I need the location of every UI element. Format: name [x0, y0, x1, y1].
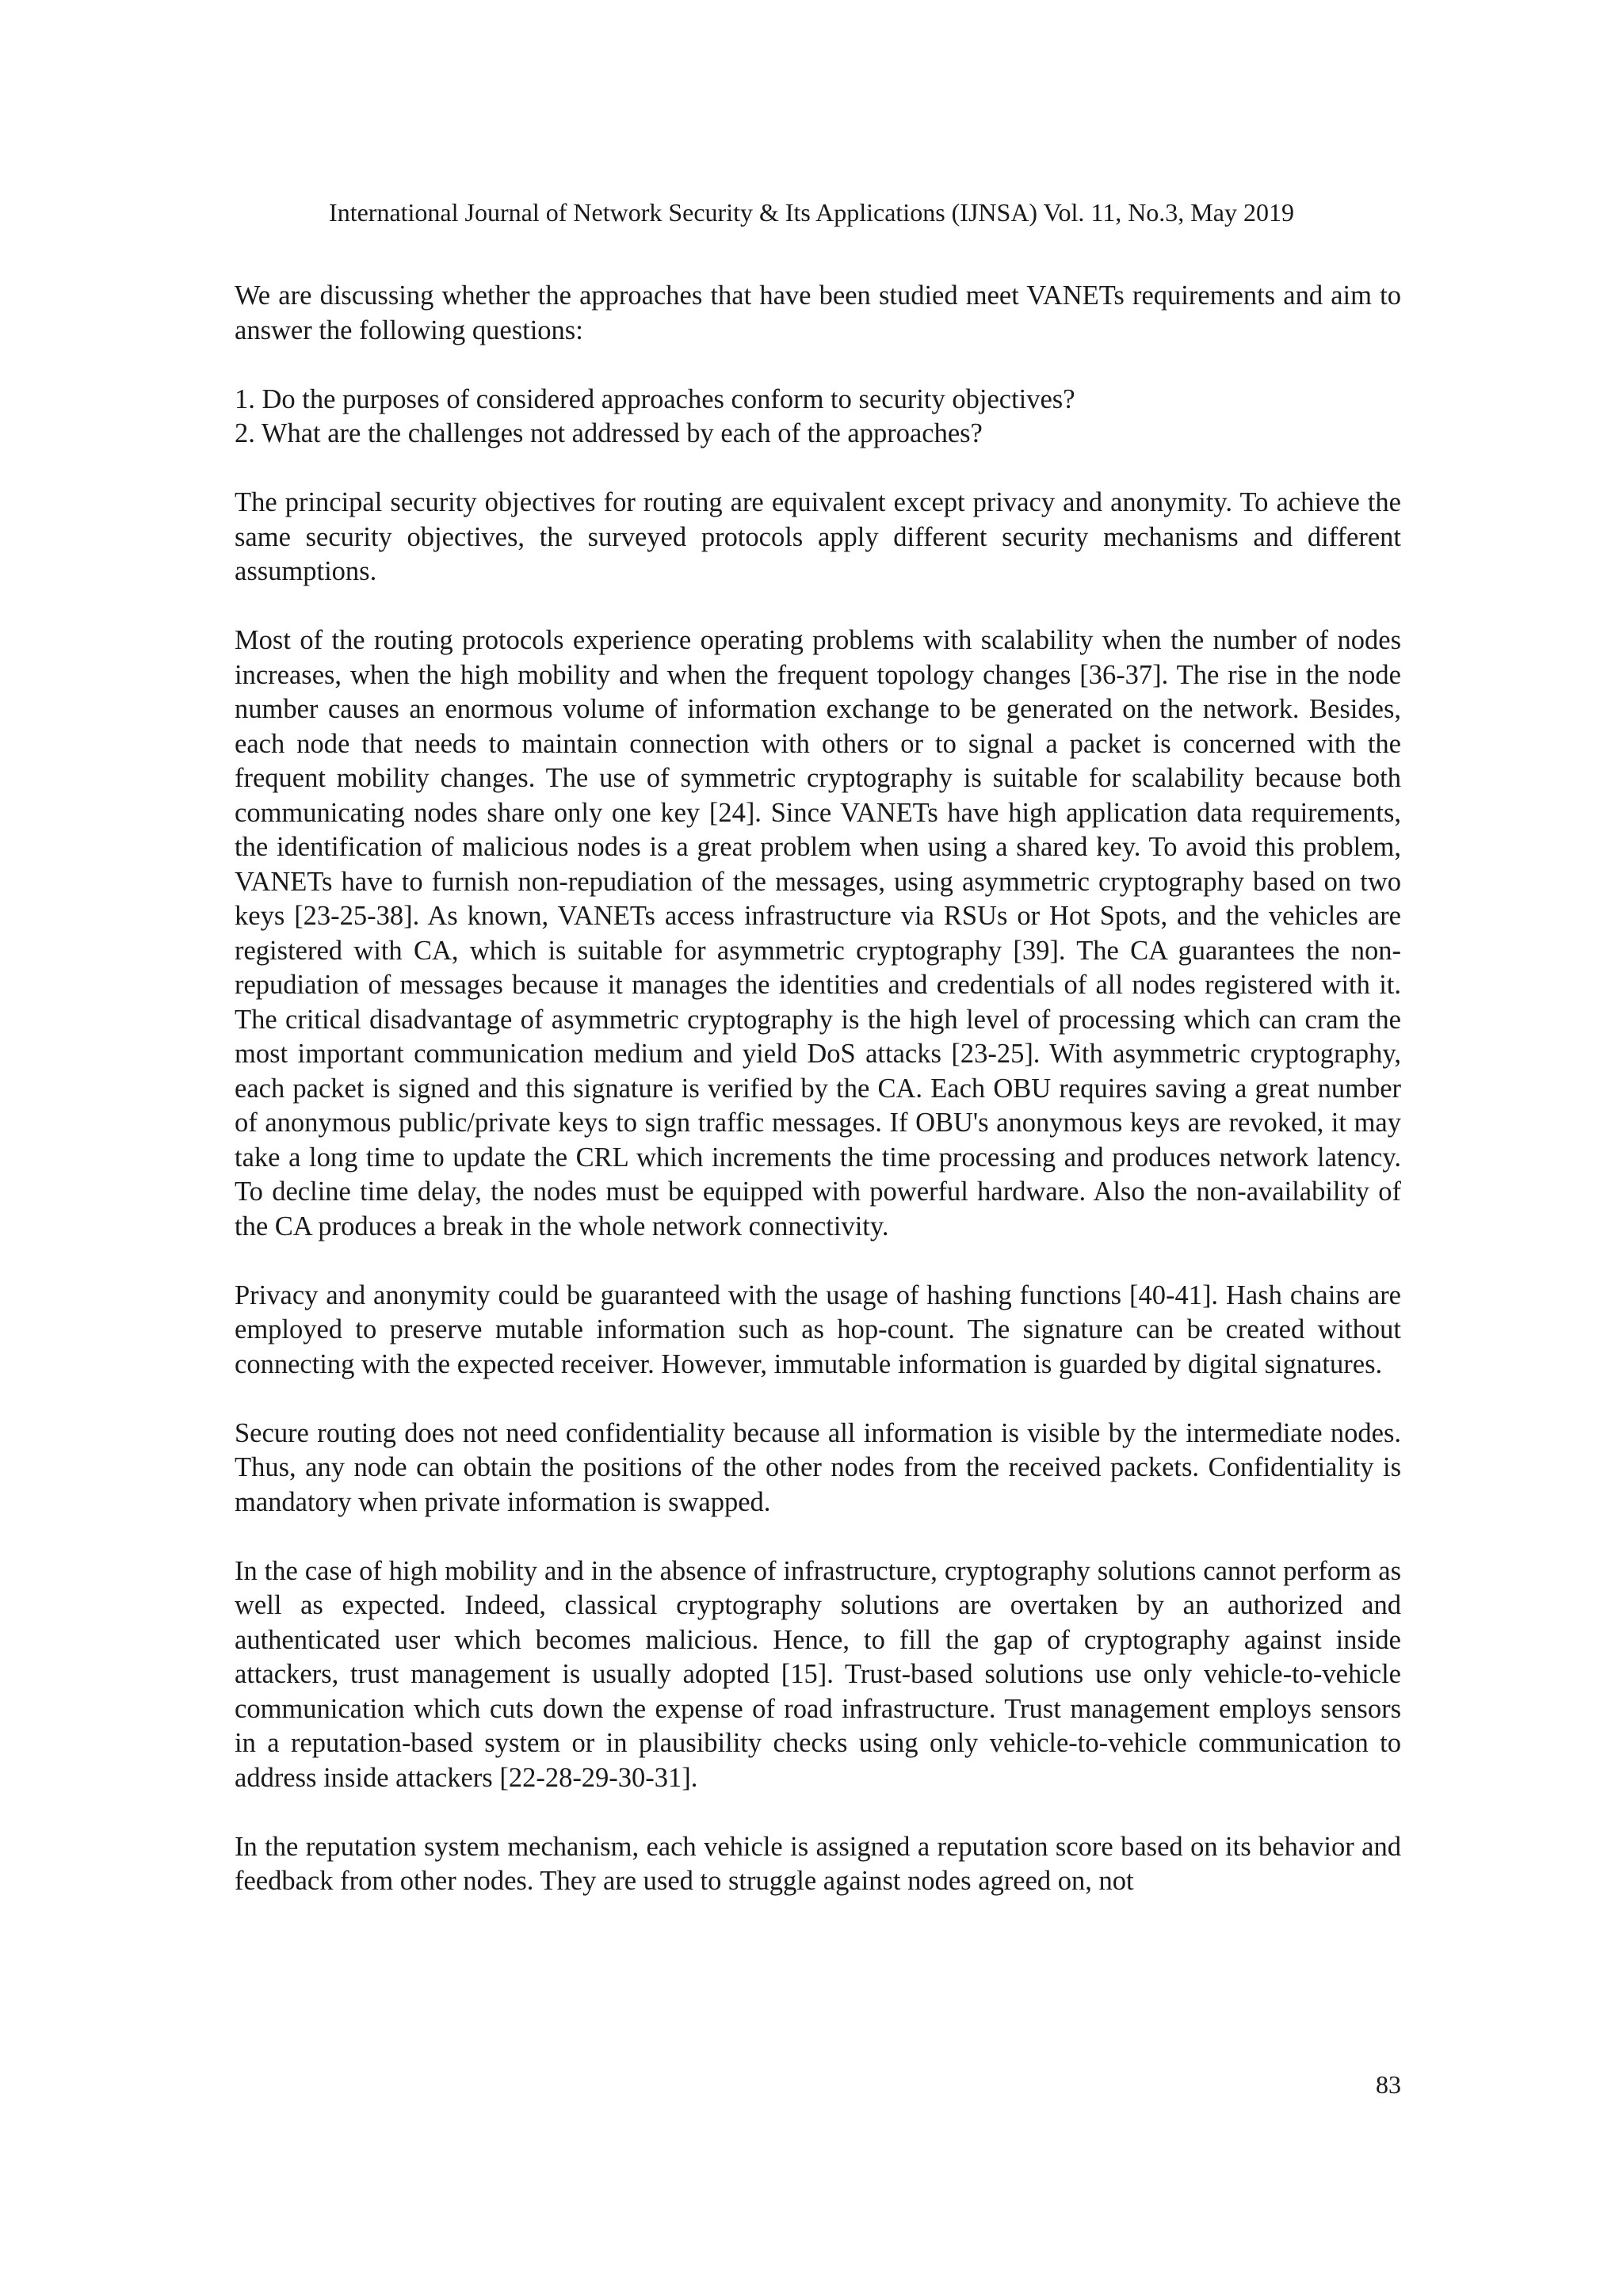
paragraph-privacy-anonymity: Privacy and anonymity could be guaranteed with the usage of hashing functions [40-41]. Hash chains are employed to preserve mutable information such as hop-count. The signature can be created without connecting with the expected receiver. However, immutable information is guarded by digital signatures. — [235, 1280, 1401, 1379]
page-number: 83 — [1376, 2070, 1401, 2099]
question-list — [235, 383, 1401, 452]
article-body — [235, 279, 1401, 1933]
paragraph-confidentiality: Secure routing does not need confidentiality because all information is visible by the intermediate nodes. Thus, any node can obtain the positions of the other nodes from the received packets. Confidentiality is mandatory when private information is swapped. — [235, 1417, 1401, 1517]
paragraph-reputation-system: In the reputation system mechanism, each vehicle is assigned a reputation score based on its behavior and feedback from other nodes. They are used to struggle against nodes agreed on, not — [235, 1831, 1401, 1896]
paragraph-scalability: Most of the routing protocols experience operating problems with scalability when the number of nodes increases, when the high mobility and when the frequent topology changes [36-37]. The rise in the node number causes an enormous volume of information exchange to be generated on the network. Besides, each node that needs to maintain connection with others or to signal a packet is concerned with the frequent mobility changes. The use of symmetric cryptography is suitable for scalability because both communicating nodes share only one key [24]. Since VANETs have high application data requirements, the identification of malicious nodes is a great problem when using a shared key. To avoid this problem, VANETs have to furnish non-repudiation of the messages, using asymmetric cryptography based on two keys [23-25-38]. As known, VANETs access infrastructure via RSUs or Hot Spots, and the vehicles are registered with CA, which is suitable for asymmetric cryptography [39]. The CA guarantees the non-repudiation of messages because it manages the identities and credentials of all nodes registered with it. The critical disadvantage of asymmetric cryptography is the high level of processing which can cram the most important communication medium and yield DoS attacks [23-25]. With asymmetric cryptography, each packet is signed and this signature is verified by the CA. Each OBU requires saving a great number of anonymous public/private keys to sign traffic messages. If OBU's anonymous keys are revoked, it may take a long time to update the CRL which increments the time processing and produces network latency. To decline time delay, the nodes must be equipped with powerful hardware. Also the non-availability of the CA produces a break in the whole network connectivity. — [235, 625, 1401, 1241]
question-item: 2. What are the challenges not addressed by each of the approaches? — [235, 418, 983, 448]
intro-paragraph: We are discussing whether the approaches that have been studied meet VANETs requirements and aim to answer the following questions: — [235, 280, 1401, 345]
paragraph-security-objectives: The principal security objectives for routing are equivalent except privacy and anonymity. To achieve the same security objectives, the surveyed protocols apply different security mechanisms and different assumptions. — [235, 487, 1401, 586]
running-header: International Journal of Network Security & Its Applications (IJNSA) Vol. 11, No.3, May 2019 — [329, 198, 1294, 227]
question-item: 1. Do the purposes of considered approaches conform to security objectives? — [235, 383, 1075, 414]
paragraph-trust-management: In the case of high mobility and in the absence of infrastructure, cryptography solutions cannot perform as well as expected. Indeed, classical cryptography solutions are overtaken by an authorized and authenticated user which becomes malicious. Hence, to fill the gap of cryptography against inside attackers, trust management is usually adopted [15]. Trust-based solutions use only vehicle-to-vehicle communication which cuts down the expense of road infrastructure. Trust management employs sensors in a reputation-based system or in plausibility checks using only vehicle-to-vehicle communication to address inside attackers [22-28-29-30-31]. — [235, 1555, 1401, 1793]
